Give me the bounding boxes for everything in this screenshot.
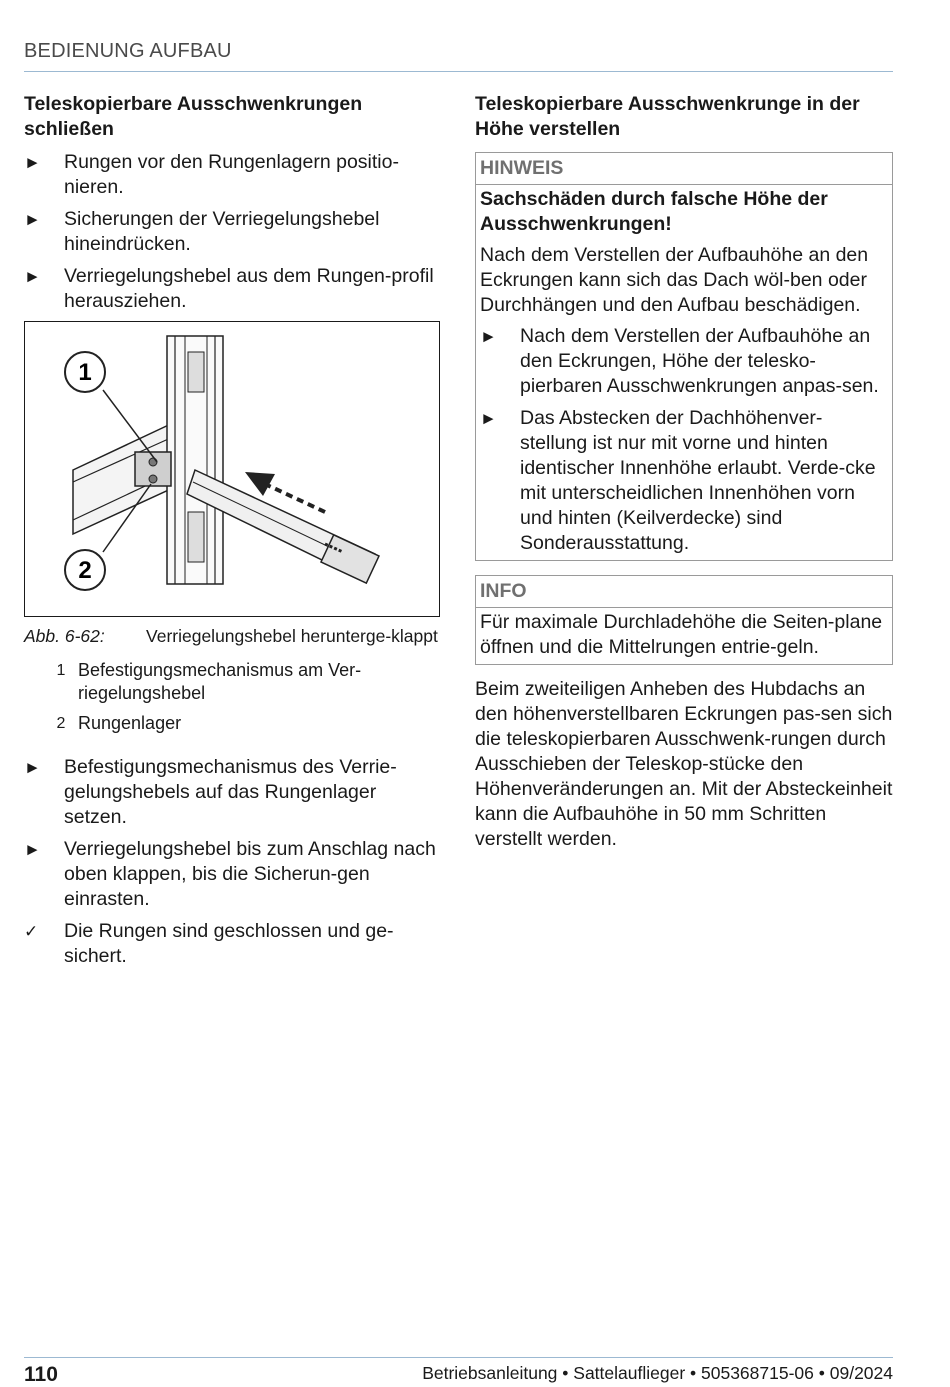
right-column bbox=[475, 92, 893, 852]
arrow-bullet-icon: ► bbox=[24, 267, 41, 286]
step-item bbox=[480, 406, 888, 556]
arrow-bullet-icon: ► bbox=[480, 409, 497, 428]
step-item bbox=[24, 264, 441, 314]
caption-text: Verriegelungshebel herunterge-klappt bbox=[146, 626, 438, 646]
arrow-bullet-icon: ► bbox=[24, 153, 41, 172]
arrow-bullet-icon: ► bbox=[480, 327, 497, 346]
document-info: Betriebsanleitung • Sattelauflieger • 505368715-06 • 09/2024 bbox=[422, 1363, 893, 1383]
left-column bbox=[24, 92, 441, 976]
legend-number: 2 bbox=[56, 715, 66, 732]
hinweis-title: HINWEIS bbox=[476, 153, 892, 185]
step-item bbox=[24, 150, 441, 200]
section-title: BEDIENUNG AUFBAU bbox=[24, 40, 232, 62]
step-text: Das Abstecken der Dachhöhenver-stellung ist nur mit vorne und hinten identischer Innenhöhe erlaubt. Verde-cke mit unterscheidlichen Innenhöhen vorn und hinten (Keilverdecke) sind Sonderausstattung. bbox=[520, 407, 876, 554]
step-text: Verriegelungshebel aus dem Rungen-profil herausziehen. bbox=[64, 265, 434, 312]
figure-locking-lever bbox=[24, 321, 440, 617]
arrow-bullet-icon: ► bbox=[24, 840, 41, 859]
step-text: Befestigungsmechanismus des Verrie-gelungshebels auf das Rungenlager setzen. bbox=[64, 756, 397, 828]
step-item bbox=[24, 837, 441, 912]
figure-caption bbox=[24, 625, 441, 647]
technical-illustration bbox=[25, 322, 439, 616]
legend-text: Rungenlager bbox=[78, 713, 182, 733]
legend-item bbox=[44, 712, 441, 735]
callout-2-label: 2 bbox=[78, 557, 92, 584]
hinweis-text: Nach dem Verstellen der Aufbauhöhe an den Eckrungen kann sich das Dach wöl-ben oder Durchhängen und den Aufbau beschädigen. bbox=[480, 244, 869, 316]
info-title: INFO bbox=[476, 576, 892, 608]
step-text: Sicherungen der Verriegelungshebel hineindrücken. bbox=[64, 208, 380, 255]
legend-text: Befestigungsmechanismus am Ver-riegelungshebel bbox=[78, 660, 362, 703]
callout-1-label: 1 bbox=[78, 359, 92, 386]
arrow-bullet-icon: ► bbox=[24, 758, 41, 777]
body-paragraph: Beim zweiteiligen Anheben des Hubdachs an den höhenverstellbaren Eckrungen pas-sen sich die teleskopierbaren Ausschwenk-rungen durch Ausschieben der Teleskop-stücke den Höhenveränderungen an. Mit der Absteckeinheit kann die Aufbauhöhe in 50 mm Schritten verstellt werden. bbox=[475, 678, 893, 850]
legend-item bbox=[44, 659, 441, 705]
step-item bbox=[24, 919, 441, 969]
figure-legend bbox=[24, 659, 441, 735]
page-footer bbox=[24, 1357, 893, 1386]
right-heading: Teleskopierbare Ausschwenkrunge in der Höhe verstellen bbox=[475, 93, 860, 140]
hinweis-box bbox=[475, 152, 893, 561]
info-text: Für maximale Durchladehöhe die Seiten-plane öffnen und die Mittelrungen entrie-geln. bbox=[480, 611, 883, 658]
result-text: Die Rungen sind geschlossen und ge-sichert. bbox=[64, 920, 394, 967]
left-heading: Teleskopierbare Ausschwenkrungen schließen bbox=[24, 93, 363, 140]
step-item bbox=[480, 324, 888, 399]
step-text: Verriegelungshebel bis zum Anschlag nach oben klappen, bis die Sicherun-gen einrasten. bbox=[64, 838, 436, 910]
caption-label: Abb. 6-62: bbox=[24, 626, 105, 646]
step-item bbox=[24, 755, 441, 830]
checkmark-icon: ✓ bbox=[24, 922, 39, 941]
step-text: Nach dem Verstellen der Aufbauhöhe an den Eckrungen, Höhe der telesko-pierbaren Ausschwenkrungen anpas-sen. bbox=[520, 325, 879, 397]
arrow-bullet-icon: ► bbox=[24, 210, 41, 229]
step-item bbox=[24, 207, 441, 257]
page-number: 110 bbox=[24, 1363, 58, 1386]
step-text: Rungen vor den Rungenlagern positio-nieren. bbox=[64, 151, 399, 198]
info-box bbox=[475, 575, 893, 665]
hinweis-warning: Sachschäden durch falsche Höhe der Ausschwenkrungen! bbox=[480, 188, 828, 235]
legend-number: 1 bbox=[56, 662, 66, 679]
page-header bbox=[24, 40, 893, 72]
